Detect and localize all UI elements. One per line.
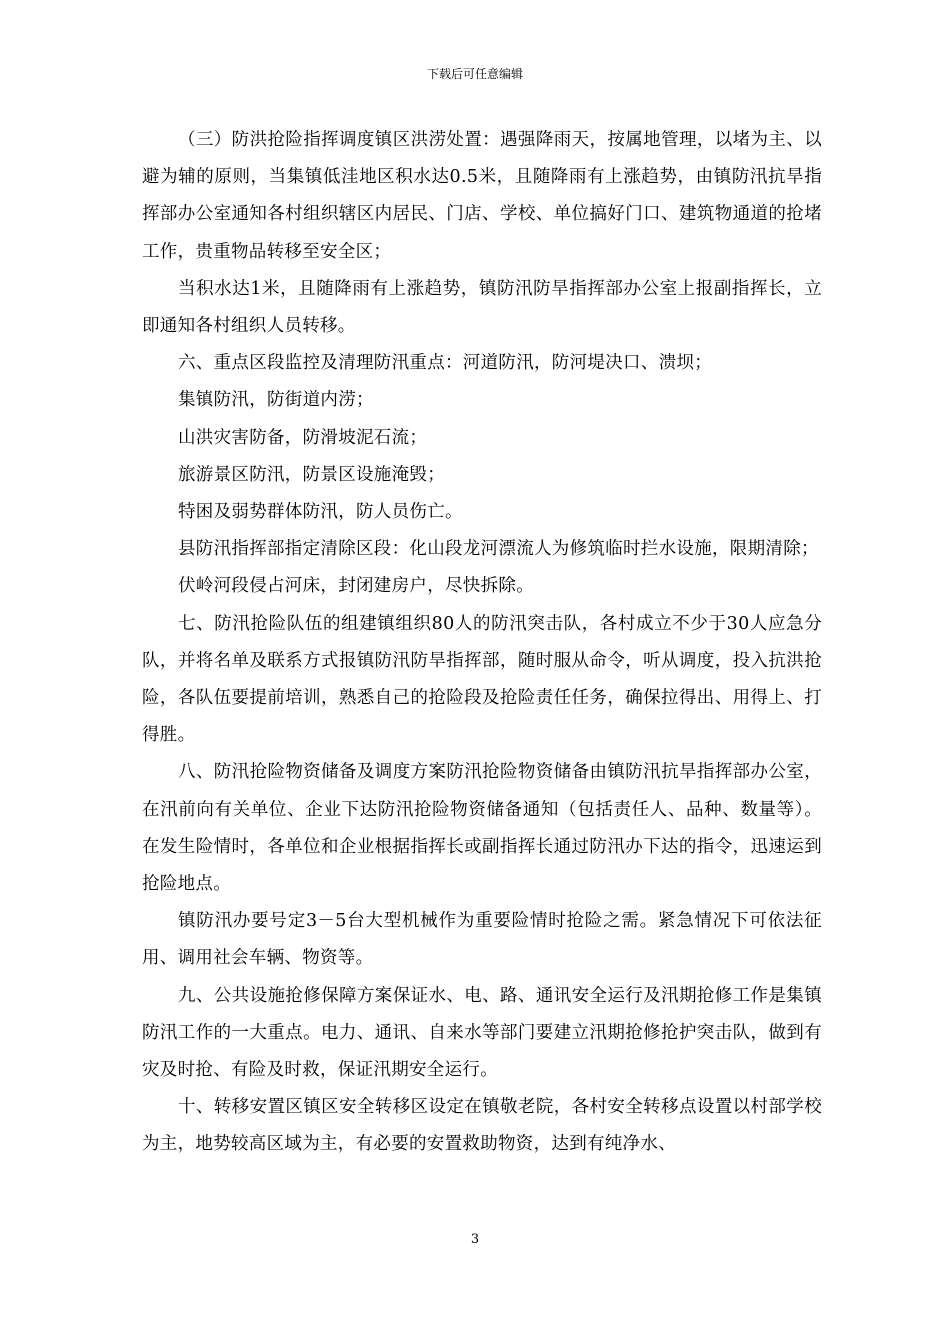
paragraph: 县防汛指挥部指定清除区段：化山段龙河漂流人为修筑临时拦水设施，限期清除；: [178, 539, 819, 560]
document-body: [142, 122, 822, 1164]
paragraph: 集镇防汛，防街道内涝；: [178, 390, 374, 411]
paragraph: 当积水达1米，且随降雨有上涨趋势，镇防汛防旱指挥部办公室上报副指挥长，立即通知各村组织人员转移。: [142, 278, 822, 337]
paragraph: 七、防汛抢险队伍的组建镇组织80人的防汛突击队，各村成立不少于30人应急分队，并将名单及联系方式报镇防汛防旱指挥部，随时服从命令，听从调度，投入抗洪抢险，各队伍要提前培训，熟悉自己的抢险段及抢险责任任务，确保拉得出、用得上、打得胜。: [142, 613, 822, 746]
paragraph: 十、转移安置区镇区安全转移区设定在镇敬老院，各村安全转移点设置以村部学校为主，地势较高区域为主，有必要的安置救助物资，达到有纯净水、: [142, 1097, 822, 1155]
paragraph: 旅游景区防汛，防景区设施淹毁；: [178, 464, 445, 485]
paragraph: 镇防汛办要号定3－5台大型机械作为重要险情时抢险之需。紧急情况下可依法征用、调用社会车辆、物资等。: [142, 911, 822, 969]
paragraph: 特困及弱势群体防汛，防人员伤亡。: [178, 502, 463, 523]
paragraph: （三）防洪抢险指挥调度镇区洪涝处置：遇强降雨天，按属地管理，以堵为主、以避为辅的原则，当集镇低洼地区积水达0.5米，且随降雨有上涨趋势，由镇防汛抗旱指挥部办公室通知各村组织辖区内居民、门店、学校、单位搞好门口、建筑物通道的抢堵工作，贵重物品转移至安全区；: [142, 130, 822, 262]
page-header: 下载后可任意编辑: [426, 67, 523, 81]
paragraph: 六、重点区段监控及清理防汛重点：河道防汛，防河堤决口、溃坝；: [178, 353, 712, 374]
paragraph: 八、防汛抢险物资储备及调度方案防汛抢险物资储备由镇防汛抗旱指挥部办公室，在汛前向有关单位、企业下达防汛抢险物资储备通知（包括责任人、品种、数量等）。在发生险情时，各单位和企业根据指挥长或副指挥长通过防汛办下达的指令，迅速运到抢险地点。: [142, 762, 822, 895]
paragraph: 山洪灾害防备，防滑坡泥石流；: [178, 427, 428, 448]
paragraph: 伏岭河段侵占河床，封闭建房户，尽快拆除。: [178, 576, 534, 597]
paragraph: 九、公共设施抢修保障方案保证水、电、路、通讯安全运行及汛期抢修工作是集镇防汛工作的一大重点。电力、通讯、自来水等部门要建立汛期抢修抢护突击队，做到有灾及时抢、有险及时救，保证汛期安全运行。: [142, 985, 822, 1081]
page-number: 3: [470, 1232, 480, 1247]
